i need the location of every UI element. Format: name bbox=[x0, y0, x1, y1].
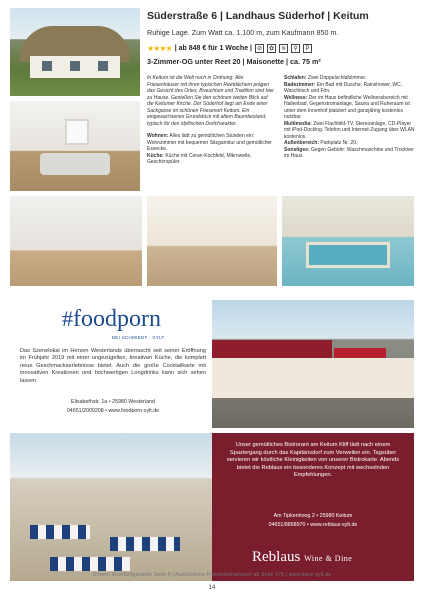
reblaus-ad bbox=[212, 433, 414, 581]
parking-icon: P bbox=[303, 44, 312, 53]
house-photo bbox=[10, 8, 140, 96]
reblaus-description: Unser gemütliches Bistrorant am Keitum Kliff lädt nach einem Spaziergang durch das Kapitänsdorf zum Verweilen ein. Tagsüber servieren wir köstliche Kleinigkeiten von unserer Bistrokarte. Abends bietet die Reblaus ein besonderes Konzept mit wechselnden Empfehlungen. bbox=[226, 442, 400, 479]
property-subtitle: Ruhige Lage. Zum Watt ca. 1.100 m, zum Kaufmann 850 m. bbox=[147, 28, 339, 37]
no-smoking-icon: ⊘ bbox=[257, 46, 263, 52]
apartment-info: 3-Zimmer-OG unter Reet 20 | Maisonette | ca. 75 m² bbox=[147, 57, 321, 66]
kueche-label: Küche: bbox=[147, 152, 164, 159]
foodporn-logo-sub: BEI SCHMIEDT · SYLT bbox=[112, 335, 165, 340]
foodporn-logo: #foodporn bbox=[62, 306, 161, 332]
description-right bbox=[284, 75, 416, 160]
description-left bbox=[147, 75, 275, 166]
property-title: Süderstraße 6 | Landhaus Süderhof | Keitum bbox=[147, 10, 369, 22]
wifi-icon: ≋ bbox=[281, 46, 287, 52]
multimedia-text: Zwei Flachbild-TV, Stereoanlage, CD-Player mit iPod-Docking. Telefon und Internet-Zugang über WLAN kostenlos. bbox=[284, 120, 415, 140]
foodporn-address: Elisabethstr. 1a • 25980 Westerland bbox=[71, 399, 155, 405]
kueche-text: Küche mit Ceran-Kochfeld, Mikrowelle, Geschirrspüler. bbox=[147, 152, 252, 165]
pet-icon: ✿ bbox=[269, 46, 275, 52]
wellness-text: Der im Haus befindliche Wellnessbereich mit Hallenbad, Gegenstromanlage, Sauna und Ruheraum ist unter dem Innenhof platziert und ganzjährig kostenlos nutzbar. bbox=[284, 94, 410, 120]
foodporn-description: Das Szenelokal im Herzen Westerlands überrascht seit seiner Eröffnung im Frühjahr 2019 mit einer ungezügelten, kreativen Küche, die komplett neue Geschmackserlebnisse bietet. Auch die große Cocktailkarte mit innovativen Kreationen und hochwertigen Longdrinks kann sich sehen lassen. bbox=[20, 348, 206, 384]
bad-text: Ein Bad mit Dusche, Rainshower, WC, Waschtisch und Fön. bbox=[284, 81, 403, 94]
pool-photo bbox=[282, 196, 414, 286]
reblaus-logo: Reblaus Wine & Dine bbox=[252, 549, 353, 565]
aussen-text: Parkplatz Nr. 20. bbox=[319, 140, 358, 146]
page-footer: Unsere Wohlfühlgarantie Seite 5 | Ausführliche Preisinformationen ab Seite 175 | www.baire-sylt.de bbox=[92, 572, 332, 578]
schlafen-text: Zwei Doppelschlafzimmer. bbox=[306, 75, 367, 81]
page-number: 14 bbox=[208, 585, 216, 591]
bicycle-icon: ⚲ bbox=[291, 44, 300, 53]
schlafen-label: Schlafen: bbox=[284, 75, 307, 81]
wohnen-label: Wohnen: bbox=[147, 133, 169, 139]
reblaus-address: Am Tipkenhoog 2 • 25980 Keitum bbox=[273, 513, 353, 519]
foodporn-ad bbox=[10, 300, 212, 428]
dining-room-photo bbox=[10, 196, 142, 286]
terrace-photo bbox=[10, 433, 212, 581]
wohnen-text: Alles lädt zu gemütlichen Stunden ein: Wohnzimmer mit bequemer Sitzgarnitur und gemütlicher Essecke. bbox=[147, 133, 272, 152]
multimedia-label: Multimedia: bbox=[284, 120, 312, 127]
foodporn-contact[interactable]: 04651/2009208 • www.foodporn-sylt.de bbox=[66, 408, 160, 414]
aussen-label: Außenbereich: bbox=[284, 140, 320, 146]
sonstiges-text: Gegen Gebühr: Waschmaschine und Trockner im Haus. bbox=[284, 146, 414, 159]
sonstiges-label: Sonstiges: bbox=[284, 146, 310, 153]
hash-icon: # bbox=[62, 306, 73, 331]
reblaus-contact[interactable]: 04651/8868970 • www.reblaus-sylt.de bbox=[268, 522, 358, 528]
living-room-photo bbox=[10, 101, 140, 191]
bedroom-photo bbox=[147, 196, 277, 286]
wellness-label: Wellness: bbox=[284, 94, 308, 101]
rating-row bbox=[147, 44, 417, 53]
restaurant-photo bbox=[212, 300, 414, 428]
price-label: | ab 848 € für 1 Woche | bbox=[174, 45, 253, 52]
bad-label: Badezimmer: bbox=[284, 81, 316, 88]
rating-stars: ★★★★ bbox=[147, 44, 172, 53]
intro-text: In Keitum ist die Welt noch in Ordnung: Alte Friesenhäuser mit ihren typischen Reetdächern prägen das Gesicht des Ortes, Brauchtum und Tradition sind hier zu Hause. Genießen Sie den schönen weiten Blick auf die Keitumer Kirche. Der Süderhof liegt am Ende einer Sackgasse im schönen Friesenort Keitum. Ein eingewachsenes Grundstück mit altem Baumbestand, typisch für den idyllischen Dorfcharakter. bbox=[147, 75, 274, 127]
